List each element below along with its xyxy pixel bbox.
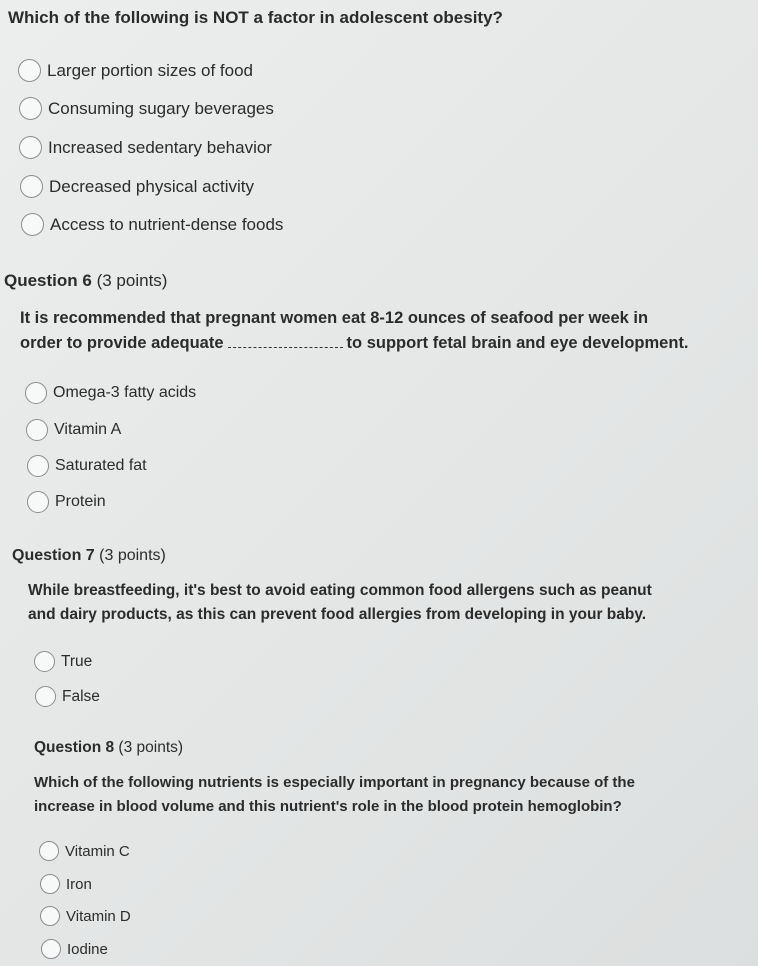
option-label: Iron xyxy=(66,875,92,893)
radio-button[interactable] xyxy=(40,874,60,894)
fill-in-blank xyxy=(228,347,343,348)
radio-button[interactable] xyxy=(19,97,42,120)
prompt-text: to support fetal brain and eye development. xyxy=(346,334,689,352)
radio-button[interactable] xyxy=(39,841,59,861)
option-label: True xyxy=(61,652,93,670)
q7-prompt-line2: and dairy products, as this can prevent food allergies from developing in your baby. xyxy=(28,606,647,623)
q5-option[interactable] xyxy=(20,175,254,198)
radio-button[interactable] xyxy=(27,455,49,477)
q6-option[interactable] xyxy=(27,455,147,477)
radio-button[interactable] xyxy=(21,213,44,236)
q5-option[interactable] xyxy=(21,213,283,236)
radio-button[interactable] xyxy=(20,175,43,198)
question-points: (3 points) xyxy=(96,271,168,290)
q5-option[interactable] xyxy=(19,97,274,120)
q8-option[interactable] xyxy=(40,906,131,926)
q6-prompt-line2 xyxy=(20,334,689,353)
radio-button[interactable] xyxy=(25,382,47,404)
question-points: (3 points) xyxy=(99,547,166,564)
question-7-header xyxy=(12,547,166,565)
radio-button[interactable] xyxy=(19,136,42,159)
q7-prompt-line1: While breastfeeding, it's best to avoid eating common food allergens such as peanut xyxy=(28,582,652,599)
q6-prompt-line1: It is recommended that pregnant women eat 8-12 ounces of seafood per week in xyxy=(20,309,649,327)
q5-prompt: Which of the following is NOT a factor in adolescent obesity? xyxy=(8,8,503,27)
q8-prompt-line2: increase in blood volume and this nutrient's role in the blood protein hemoglobin? xyxy=(34,798,622,815)
option-label: Omega-3 fatty acids xyxy=(53,384,197,401)
q7-option[interactable] xyxy=(35,686,100,707)
option-label: Vitamin D xyxy=(66,907,131,925)
option-label: Vitamin A xyxy=(54,421,122,438)
option-label: Protein xyxy=(55,493,106,510)
question-title: Question 7 xyxy=(12,547,95,564)
prompt-text: order to provide adequate xyxy=(20,334,224,352)
radio-button[interactable] xyxy=(18,59,41,82)
option-label: Saturated fat xyxy=(55,457,147,474)
radio-button[interactable] xyxy=(40,906,60,926)
q8-option[interactable] xyxy=(40,874,92,894)
radio-button[interactable] xyxy=(34,651,55,672)
option-label: Vitamin C xyxy=(65,842,130,860)
q6-option[interactable] xyxy=(27,491,106,513)
question-title: Question 8 xyxy=(34,739,115,756)
radio-button[interactable] xyxy=(26,419,48,441)
radio-button[interactable] xyxy=(41,939,61,959)
option-label: Access to nutrient-dense foods xyxy=(50,214,284,234)
q8-prompt-line1: Which of the following nutrients is especially important in pregnancy because of the xyxy=(34,774,635,791)
option-label: Decreased physical activity xyxy=(49,176,255,196)
option-label: Consuming sugary beverages xyxy=(48,98,274,118)
q8-option[interactable] xyxy=(39,841,130,861)
option-label: Larger portion sizes of food xyxy=(47,60,254,80)
q6-option[interactable] xyxy=(25,382,196,404)
q7-option[interactable] xyxy=(34,651,92,672)
option-label: Increased sedentary behavior xyxy=(48,137,272,157)
option-label: False xyxy=(62,687,100,705)
q6-option[interactable] xyxy=(26,419,121,441)
question-title: Question 6 xyxy=(4,271,92,290)
q5-option[interactable] xyxy=(19,136,272,159)
question-8-header xyxy=(34,739,183,757)
option-label: Iodine xyxy=(67,940,108,958)
question-points: (3 points) xyxy=(118,739,184,756)
radio-button[interactable] xyxy=(27,491,49,513)
radio-button[interactable] xyxy=(35,686,56,707)
q5-option[interactable] xyxy=(18,59,253,82)
q8-option[interactable] xyxy=(41,939,108,959)
question-6-header xyxy=(4,271,167,291)
